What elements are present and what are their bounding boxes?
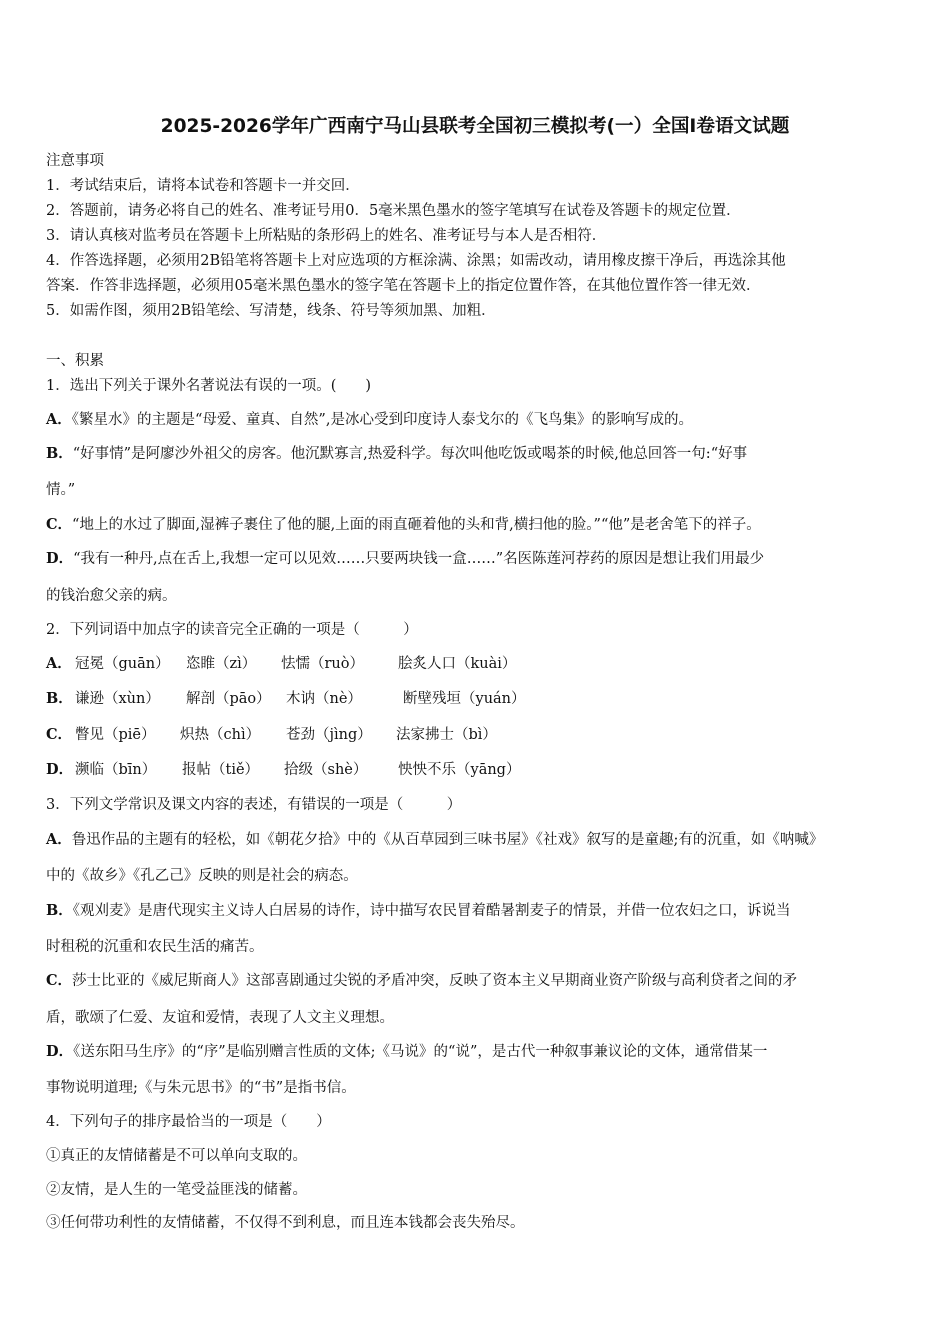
option-label: C． — [46, 972, 73, 989]
q2-option-b — [46, 689, 526, 709]
q1-option-d-cont: 的钱治愈父亲的病。 — [46, 588, 177, 604]
option-label: A． — [46, 831, 72, 848]
word-item: 木讷（nè） — [286, 691, 362, 707]
word-item: 瞥见（piē） — [75, 727, 156, 743]
q2-option-c — [46, 725, 497, 745]
option-text: 《观刈麦》是唐代现实主义诗人白居易的诗作，诗中描写农民冒着酷暑割麦子的情景，并借一位农妇之口，诉说当 — [72, 903, 791, 919]
option-label: C． — [46, 516, 73, 533]
option-label: A． — [46, 411, 72, 428]
notice-item: 3．请认真核对监考员在答题卡上所粘贴的条形码上的姓名、准考证号与本人是否相符． — [46, 228, 607, 244]
option-text: 鲁迅作品的主题有的轻松，如《朝花夕拾》中的《从百草园到三味书屋》《社戏》叙写的是童趣;有的沉重，如《呐喊》 — [71, 832, 824, 848]
notice-item: 答案．作答非选择题，必须用05毫米黑色墨水的签字笔在答题卡上的指定位置作答，在其他位置作答一律无效． — [46, 278, 761, 294]
option-label: D． — [46, 1043, 74, 1060]
q3-option-a-cont: 中的《故乡》《孔乙己》反映的则是社会的病态。 — [46, 868, 358, 884]
question-1-stem: 1．选出下列关于课外名著说法有误的一项。( ) — [46, 378, 372, 394]
word-item: 解剖（pāo） — [186, 691, 271, 707]
question-2-stem: 2．下列词语中加点字的读音完全正确的一项是（ ） — [46, 622, 418, 638]
notice-item: 2．答题前，请务必将自己的姓名、准考证号用0．5毫米黑色墨水的签字笔填写在试卷及答题卡的规定位置． — [46, 203, 741, 219]
q1-option-c — [46, 515, 761, 535]
q1-option-b — [46, 444, 747, 464]
q3-option-c-cont: 盾，歌颂了仁爱、友谊和爱情，表现了人文主义理想。 — [46, 1010, 394, 1026]
word-item: 谦逊（xùn） — [75, 691, 160, 707]
q3-option-c — [46, 971, 797, 991]
word-item: 苍劲（jìng） — [286, 727, 372, 743]
word-item: 脍炙人口（kuài） — [398, 656, 517, 672]
option-label: B． — [46, 690, 73, 707]
q1-option-a — [46, 410, 693, 430]
option-label: D． — [46, 550, 74, 567]
q4-sentence: ②友情，是人生的一笔受益匪浅的储蓄。 — [46, 1182, 307, 1198]
option-text: 《送东阳马生序》的“序”是临别赠言性质的文体;《马说》的“说”，是古代一种叙事兼议论的文体，通常借某一 — [73, 1044, 768, 1060]
q4-sentence: ①真正的友情储蓄是不可以单向支取的。 — [46, 1148, 307, 1164]
word-item: 法家拂士（bì） — [396, 727, 497, 743]
word-item: 恣睢（zì） — [186, 656, 257, 672]
word-item: 濒临（bīn） — [75, 762, 157, 778]
q3-option-b-cont: 时租税的沉重和农民生活的痛苦。 — [46, 939, 264, 955]
question-4-stem: 4．下列句子的排序最恰当的一项是（ ） — [46, 1114, 331, 1130]
section-heading: 一、积累 — [46, 353, 104, 369]
word-item: 断壁残垣（yuán） — [403, 691, 526, 707]
option-text: “地上的水过了脚面,湿裤子裹住了他的腿,上面的雨直砸着他的头和背,横扫他的脸。”“他”是老舍笔下的祥子。 — [72, 517, 761, 533]
q2-option-a — [46, 654, 517, 674]
notice-item: 4．作答选择题，必须用2B铅笔将答题卡上对应选项的方框涂满、涂黑；如需改动，请用橡皮擦干净后，再选涂其他 — [46, 253, 786, 269]
q3-option-b — [46, 901, 791, 921]
option-label: A． — [46, 655, 72, 672]
q4-sentence: ③任何带功利性的友情储蓄，不仅得不到利息，而且连本钱都会丧失殆尽。 — [46, 1215, 525, 1231]
q1-option-b-cont: 情。” — [46, 482, 76, 498]
word-item: 报帖（tiě） — [182, 762, 260, 778]
word-item: 炽热（chì） — [180, 727, 261, 743]
q3-option-a — [46, 830, 823, 850]
notice-item: 1．考试结束后，请将本试卷和答题卡一并交回． — [46, 178, 360, 194]
q3-option-d-cont: 事物说明道理;《与朱元思书》的“书”是指书信。 — [46, 1080, 356, 1096]
option-label: B． — [46, 445, 73, 462]
notice-heading: 注意事项 — [46, 153, 104, 169]
option-text: “我有一种丹,点在舌上,我想一定可以见效……只要两块钱一盒……”名医陈莲河荐药的原因是想让我们用最少 — [73, 551, 765, 567]
option-text: 《繁星水》的主题是“母爱、童真、自然”,是冰心受到印度诗人泰戈尔的《飞鸟集》的影响写成的。 — [71, 412, 693, 428]
question-3-stem: 3．下列文学常识及课文内容的表述，有错误的一项是（ ） — [46, 797, 462, 813]
word-item: 怯懦（ruò） — [281, 656, 364, 672]
q1-option-d — [46, 549, 764, 569]
q2-option-d — [46, 760, 521, 780]
page-title: 2025-2026学年广西南宁马山县联考全国初三模拟考(一）全国Ⅰ卷语文试题 — [160, 116, 790, 137]
option-label: D． — [46, 761, 74, 778]
q3-option-d — [46, 1042, 767, 1062]
option-label: B． — [46, 902, 73, 919]
option-text: 莎士比亚的《威尼斯商人》这部喜剧通过尖锐的矛盾冲突，反映了资本主义早期商业资产阶级与高利贷者之间的矛 — [72, 973, 798, 989]
option-text: “好事情”是阿廖沙外祖父的房客。他沉默寡言,热爱科学。每次叫他吃饭或喝茶的时候,他总回答一句:“好事 — [72, 446, 748, 462]
word-item: 拾级（shè） — [284, 762, 368, 778]
word-item: 怏怏不乐（yāng） — [398, 762, 521, 778]
word-item: 冠冕（guān） — [75, 656, 170, 672]
notice-item: 5．如需作图，须用2B铅笔绘、写清楚，线条、符号等须加黑、加粗． — [46, 303, 496, 319]
option-label: C． — [46, 726, 73, 743]
